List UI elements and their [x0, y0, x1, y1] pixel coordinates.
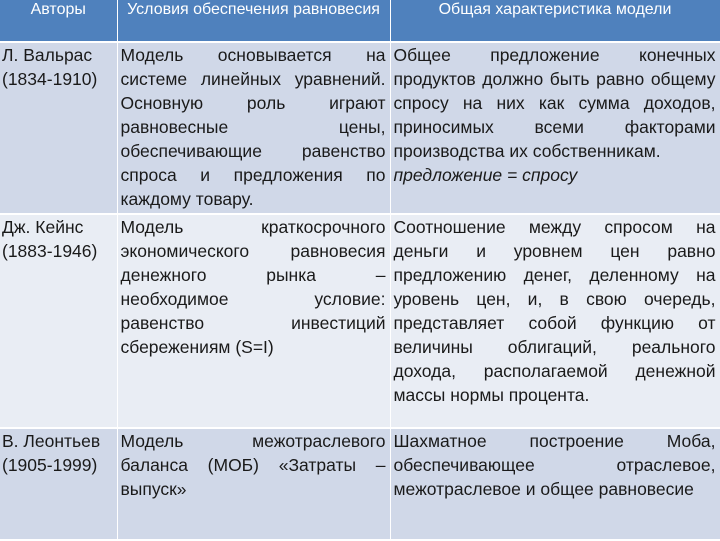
conditions-cell: Модель межотраслевого баланса (МОБ) «Затраты – выпуск»	[117, 428, 390, 540]
author-cell	[0, 42, 117, 214]
author-name: Дж. Кейнс	[2, 217, 84, 237]
characteristic-cell: Шахматное построение Моба, обеспечивающее отраслевое, межотраслевое и общее равновесие	[390, 428, 720, 540]
header-authors: Авторы	[0, 0, 117, 42]
conditions-cell: Модель краткосрочного экономического равновесия денежного рынка – необходимое условие: равенство инвестиций сбережениям (S=I)	[117, 214, 390, 428]
table-row	[0, 214, 720, 428]
author-name: В. Леонтьев	[2, 431, 101, 451]
author-years: (1883-1946)	[2, 241, 98, 261]
conditions-cell: Модель основывается на системе линейных уравнений. Основную роль играют равновесные цены, обеспечивающие равенство спроса и предложения по каждому товару.	[117, 42, 390, 214]
table-header-row	[0, 0, 720, 42]
header-conditions: Условия обеспечения равновесия	[117, 0, 390, 42]
table-row	[0, 42, 720, 214]
author-cell	[0, 428, 117, 540]
characteristic-cell	[390, 42, 720, 214]
table-row	[0, 428, 720, 540]
author-years: (1834-1910)	[2, 69, 98, 89]
author-cell	[0, 214, 117, 428]
characteristic-text: Общее предложение конечных продуктов должно быть равно общему спросу на них как сумма доходов, приносимых всеми факторами производства их собственникам.	[393, 45, 716, 161]
author-name: Л. Вальрас	[2, 45, 93, 65]
header-characteristic: Общая характеристика модели	[390, 0, 720, 42]
equilibrium-formula: предложение = спросу	[393, 165, 578, 185]
characteristic-cell: Соотношение между спросом на деньги и уровнем цен равно предложению денег, деленному на уровень цен, и, в свою очередь, представляет собой функцию от величины облигаций, реального дохода, располагаемой денежной массы нормы процента.	[390, 214, 720, 428]
author-years: (1905-1999)	[2, 455, 98, 475]
